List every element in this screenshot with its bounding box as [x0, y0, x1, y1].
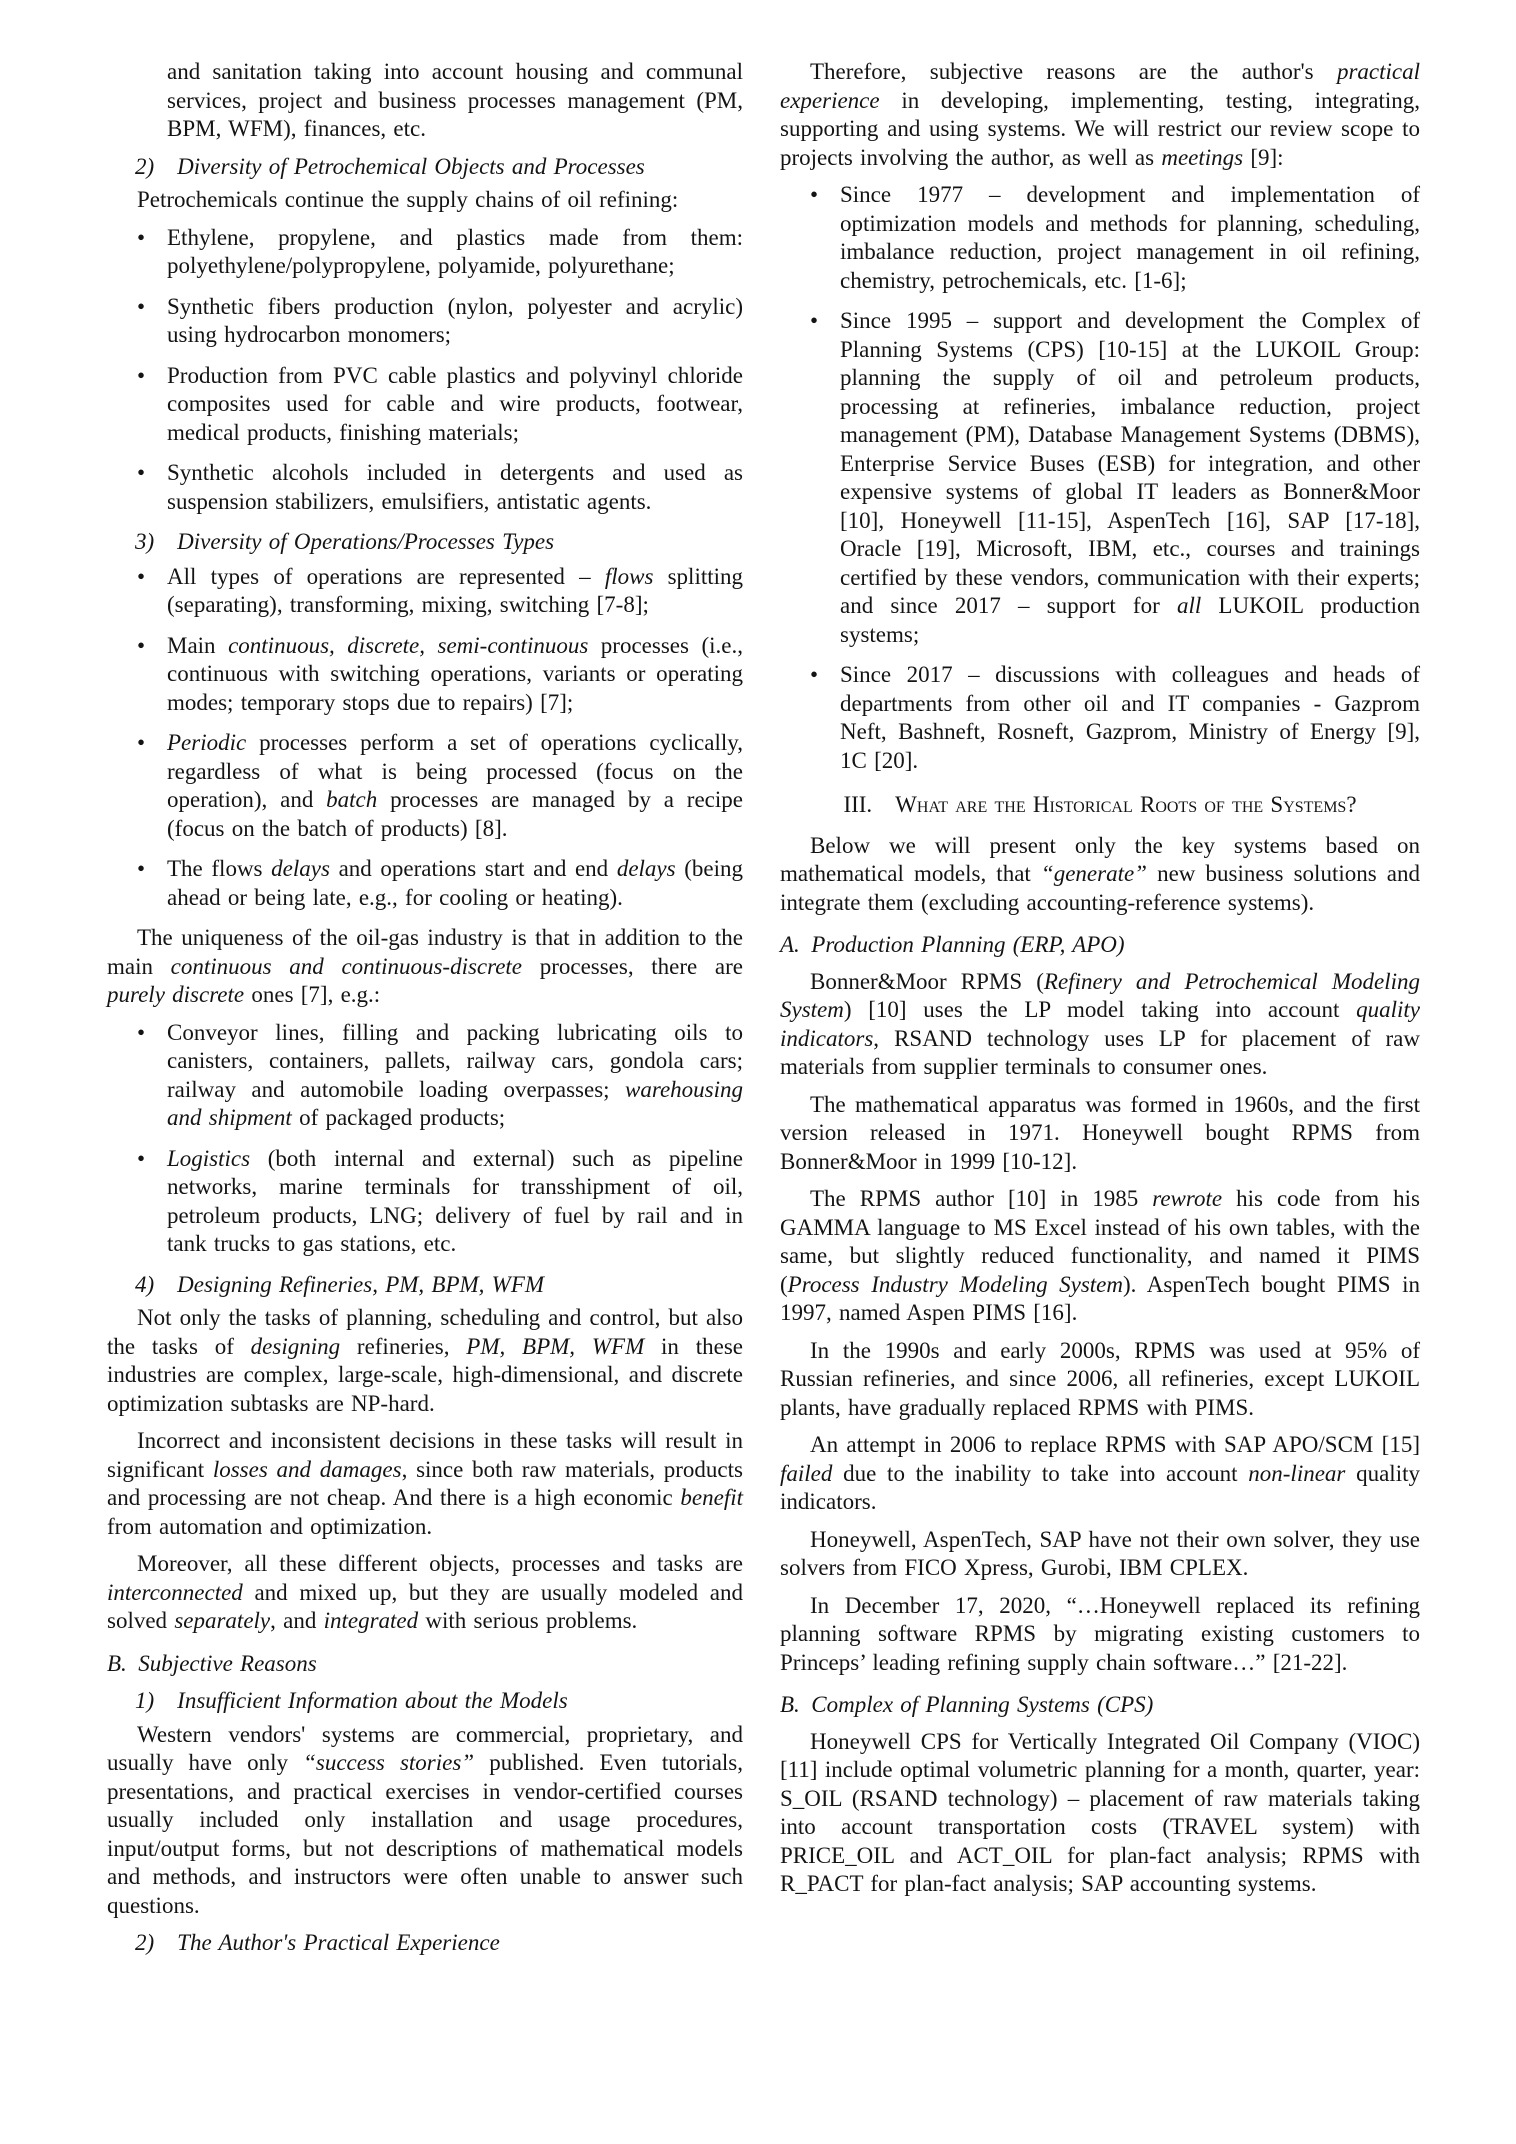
text-run: Main	[167, 632, 229, 658]
italic-text-run: separately	[174, 1608, 271, 1633]
lettered-subheading	[780, 1691, 1420, 1720]
text-run: Production from PVC cable plastics and polyvinyl chloride composites used for cable and wire products, footwear, medical products, finishing materials;	[167, 362, 743, 445]
list-item	[107, 1019, 743, 1133]
list-item-text	[167, 460, 743, 514]
text-run: , and	[270, 1608, 324, 1633]
text-run: Not only the tasks of planning, scheduling and control, but also the tasks of	[107, 1305, 743, 1359]
list-item	[107, 729, 743, 843]
list-item-text	[167, 730, 743, 841]
list-item	[780, 661, 1420, 775]
list-item	[107, 563, 743, 620]
list-item-text	[167, 633, 743, 715]
text-run: (both internal and external) such as pipeline networks, marine terminals for transshipment of oil, petroleum products, LNG; delivery of fuel by rail and in tank trucks to gas stations, etc.	[167, 1145, 743, 1256]
bullet-icon: •	[810, 182, 819, 207]
text-run: from automation and optimization.	[107, 1513, 433, 1539]
paragraph	[107, 1550, 743, 1636]
paragraph	[780, 1431, 1420, 1517]
paragraph	[780, 58, 1420, 172]
text-run: due to the inability to take into account	[832, 1460, 1249, 1486]
paragraph	[107, 1304, 743, 1418]
text-run: , since both raw materials, products and processing are not cheap. And there is a high economic	[107, 1456, 743, 1510]
italic-text-run: Refinery and Petrochemical Modeling System	[780, 968, 1420, 1022]
text-run: Bonner&Moor RPMS (	[810, 968, 1044, 994]
text-run: Therefore, subjective reasons are the author's	[810, 59, 1337, 84]
italic-text-run: 2) The Author's Practical Experience	[135, 1930, 500, 1955]
italic-text-run: 1) Insufficient Information about the Models	[135, 1688, 568, 1713]
numbered-subheading	[107, 528, 743, 557]
bullet-icon: •	[137, 1145, 146, 1171]
text-run: with serious problems.	[418, 1608, 638, 1633]
text-run: his code from his GAMMA language to MS Excel instead of his own tables, with the same, but slightly reduced functionality, and named it PIMS (	[780, 1186, 1420, 1297]
text-run: An attempt in 2006 to replace RPMS with SAP APO/SCM [15]	[810, 1432, 1420, 1457]
text-run: and sanitation taking into account housing and communal services, project and business processes management (PM, BPM, WFM), finances, etc.	[167, 59, 743, 141]
text-run: Moreover, all these different objects, processes and tasks are	[137, 1551, 743, 1576]
text-run: Conveyor lines, filling and packing lubricating oils to canisters, containers, pallets, railway cars, gondola cars; railway and automobile loading overpasses;	[167, 1019, 743, 1102]
text-run: Petrochemicals continue the supply chains of oil refining:	[137, 187, 679, 212]
paragraph	[107, 1427, 743, 1541]
text-run: III. What are the Historical Roots of the Systems?	[843, 792, 1357, 817]
lettered-subheading	[107, 1650, 743, 1679]
list-item-text	[840, 308, 1420, 647]
list-item-text	[840, 182, 1420, 293]
italic-text-run: practical experience	[780, 59, 1420, 113]
italic-text-run: Periodic	[167, 730, 247, 755]
bullet-icon: •	[137, 1019, 146, 1045]
italic-text-run: warehousing and shipment	[167, 1076, 743, 1130]
list-item-text	[167, 856, 743, 910]
section-heading	[780, 791, 1420, 820]
italic-text-run: 3) Diversity of Operations/Processes Types	[135, 529, 555, 554]
list-item-text	[167, 225, 743, 279]
text-run: published. Even tutorials, presentations, and practical exercises in vendor-certified courses usually included only installation and usage procedures, input/output forms, but not descriptions of mathematical models and methods, and instructors were often unable to answer such questions.	[107, 1750, 743, 1918]
text-run: processes (i.e., continuous with switching operations, variants or operating modes; temporary stops due to repairs) [7];	[167, 632, 743, 715]
text-run: In the 1990s and early 2000s, RPMS was used at 95% of Russian refineries, and since 2006, all refineries, except LUKOIL plants, have gradually replaced RPMS with PIMS.	[780, 1337, 1420, 1420]
bullet-icon: •	[137, 730, 146, 755]
italic-text-run: Logistics	[167, 1145, 251, 1171]
text-run: Ethylene, propylene, and plastics made from them: polyethylene/polypropylene, polyamide, polyurethane;	[167, 224, 743, 278]
bullet-icon: •	[137, 460, 146, 485]
italic-text-run: 2) Diversity of Petrochemical Objects and Processes	[135, 153, 645, 179]
text-run: processes are managed by a recipe (focus on the batch of products) [8].	[167, 787, 743, 841]
paragraph	[780, 1185, 1420, 1328]
paragraph	[107, 186, 743, 215]
text-run: processes, there are	[522, 953, 743, 979]
list-item-text	[167, 294, 743, 348]
italic-text-run: losses and damages	[212, 1456, 402, 1482]
text-run: The flows	[167, 856, 272, 881]
italic-text-run: quality indicators	[780, 997, 1420, 1051]
text-run: splitting (separating), transforming, mixing, switching [7-8];	[167, 563, 743, 617]
italic-text-run: benefit	[680, 1485, 743, 1510]
bullet-icon: •	[810, 662, 819, 687]
text-run: The RPMS author [10] in 1985	[810, 1186, 1153, 1211]
italic-text-run: “success stories”	[303, 1750, 475, 1775]
list-item	[107, 362, 743, 448]
text-run: ). AspenTech bought PIMS in 1997, named Aspen PIMS [16].	[780, 1271, 1420, 1325]
two-column-layout	[107, 58, 1516, 1963]
text-run: LUKOIL production systems;	[840, 593, 1420, 647]
list-item	[107, 224, 743, 281]
numbered-subheading	[107, 153, 743, 182]
list-item-text	[167, 1020, 743, 1131]
text-run: The mathematical apparatus was formed in 1960s, and the first version released in 1971. Honeywell bought RPMS from Bonner&Moor in 1999 [10-12].	[780, 1091, 1420, 1174]
bullet-icon: •	[137, 362, 146, 388]
list-item-text	[840, 662, 1420, 773]
italic-text-run: integrated	[323, 1608, 419, 1633]
list-item	[107, 855, 743, 912]
paragraph	[780, 1592, 1420, 1678]
paragraph	[780, 1337, 1420, 1423]
text-run: quality indicators.	[780, 1460, 1420, 1514]
bullet-icon: •	[810, 308, 819, 333]
paragraph	[780, 1091, 1420, 1177]
text-run: in these industries are complex, large-scale, high-dimensional, and discrete optimization subtasks are NP-hard.	[107, 1333, 743, 1416]
bullet-icon: •	[137, 293, 146, 319]
numbered-subheading	[107, 1929, 743, 1958]
list-item	[107, 459, 743, 516]
text-run: ones [7], e.g.:	[244, 982, 381, 1007]
right-column	[780, 58, 1420, 1963]
text-run: [9]:	[1243, 144, 1284, 170]
italic-text-run: PM, BPM, WFM	[466, 1333, 645, 1359]
list-item	[107, 293, 743, 350]
text-run: processes perform a set of operations cyclically, regardless of what is being processed (focus on the operation), and	[167, 730, 743, 812]
paragraph	[780, 832, 1420, 918]
list-item-text	[167, 564, 743, 618]
bullet-icon: •	[137, 856, 146, 881]
bullet-icon: •	[137, 224, 146, 250]
italic-text-run: delays	[271, 856, 330, 881]
list-item-text	[167, 1146, 743, 1257]
list-item-continuation	[107, 58, 743, 144]
italic-text-run: failed	[780, 1460, 833, 1486]
text-run: Western vendors' systems are commercial, proprietary, and usually have only	[107, 1721, 743, 1775]
italic-text-run: continuous, discrete, semi-continuous	[228, 632, 589, 658]
text-run: new business solutions and integrate them (excluding accounting-reference systems).	[780, 861, 1420, 915]
italic-text-run: rewrote	[1152, 1186, 1223, 1211]
list-item-text	[167, 363, 743, 445]
italic-text-run: non-linear	[1248, 1460, 1346, 1486]
list-item	[107, 1145, 743, 1259]
text-run: Since 1995 – support and development the Complex of Planning Systems (CPS) [10-15] at the LUKOIL Group: planning the supply of oil and petroleum products, processing at refineries, imbalance reduction, project management (PM), Database Management Systems (DBMS), Enterprise Service Buses (ESB) for integration, and other expensive systems of global IT leaders as Bonner&Moor [10], Honeywell [11-15], AspenTech [16], SAP [17-18], Oracle [19], Microsoft, IBM, etc., courses and trainings certified by these vendors, communication with their experts; and since 2017 – support for	[840, 308, 1420, 618]
italic-text-run: all	[1176, 593, 1202, 618]
italic-text-run: Process Industry Modeling System	[787, 1271, 1123, 1297]
italic-text-run: continuous and continuous-discrete	[170, 953, 523, 979]
text-run: (being ahead or being late, e.g., for cooling or heating).	[167, 856, 743, 910]
text-run: Below we will present only the key systems based on mathematical models, that	[780, 832, 1420, 886]
italic-text-run: B. Complex of Planning Systems (CPS)	[780, 1692, 1154, 1717]
text-run: Since 2017 – discussions with colleagues and heads of departments from other oil and IT companies - Gazprom Neft, Bashneft, Rosneft, Gazprom, Ministry of Energy [9], 1C [20].	[840, 662, 1420, 773]
text-run: of packaged products;	[291, 1105, 506, 1130]
text-run: and mixed up, but they are usually modeled and solved	[107, 1579, 743, 1633]
bullet-icon: •	[137, 632, 146, 658]
lettered-subheading	[780, 931, 1420, 960]
text-run: in developing, implementing, testing, integrating, supporting and using systems. We will restrict our review scope to projects involving the author, as well as	[780, 87, 1420, 170]
paragraph	[780, 1526, 1420, 1583]
numbered-subheading	[107, 1687, 743, 1716]
text-run: The uniqueness of the oil-gas industry is that in addition to the main	[107, 925, 743, 979]
left-column	[107, 58, 743, 1963]
list-item	[780, 307, 1420, 649]
text-run: Honeywell, AspenTech, SAP have not their own solver, they use solvers from FICO Xpress, Gurobi, IBM CPLEX.	[780, 1526, 1420, 1580]
italic-text-run: flows	[604, 563, 654, 589]
text-run: Synthetic alcohols included in detergents and used as suspension stabilizers, emulsifiers, antistatic agents.	[167, 460, 743, 514]
text-run: Synthetic fibers production (nylon, polyester and acrylic) using hydrocarbon monomers;	[167, 293, 743, 347]
italic-text-run: purely discrete	[107, 982, 245, 1007]
text-run: refineries,	[340, 1333, 467, 1359]
italic-text-run: delays	[616, 856, 676, 881]
text-run: All types of operations are represented –	[167, 563, 605, 589]
italic-text-run: 4) Designing Refineries, PM, BPM, WFM	[135, 1271, 545, 1297]
numbered-subheading	[107, 1271, 743, 1300]
italic-text-run: A. Production Planning (ERP, APO)	[780, 932, 1125, 957]
text-run: Honeywell CPS for Vertically Integrated Oil Company (VIOC) [11] include optimal volumetric planning for a month, quarter, year: S_OIL (RSAND technology) – placement of raw materials taking into account transportation costs (TRAVEL system) with PRICE_OIL and ACT_OIL for plan-fact analysis; RPMS with R_PACT for plan-fact analysis; SAP accounting systems.	[780, 1728, 1420, 1896]
italic-text-run: designing	[250, 1333, 341, 1359]
paragraph	[107, 924, 743, 1010]
paragraph	[780, 968, 1420, 1082]
italic-text-run: B. Subjective Reasons	[107, 1650, 317, 1676]
bullet-icon: •	[137, 563, 146, 589]
text-run: and operations start and end	[329, 856, 617, 881]
list-item	[107, 632, 743, 718]
paragraph	[107, 1721, 743, 1921]
italic-text-run: “generate”	[1040, 861, 1147, 886]
list-item	[780, 181, 1420, 295]
italic-text-run: meetings	[1161, 144, 1244, 170]
text-run: Incorrect and inconsistent decisions in these tasks will result in significant	[107, 1428, 743, 1482]
paragraph	[780, 1728, 1420, 1899]
text-run: Since 1977 – development and implementation of optimization models and methods for planning, scheduling, imbalance reduction, project management in oil refining, chemistry, petrochemicals, etc. [1-6];	[840, 182, 1420, 293]
italic-text-run: interconnected	[107, 1579, 243, 1605]
italic-text-run: batch	[326, 787, 378, 812]
text-run: , RSAND technology uses LP for placement of raw materials from supplier terminals to consumer ones.	[780, 1025, 1420, 1079]
text-run: In December 17, 2020, “…Honeywell replaced its refining planning software RPMS by migrating existing customers to Princeps’ leading refining supply chain software…” [21-22].	[780, 1592, 1420, 1675]
text-run: ) [10] uses the LP model taking into account	[843, 997, 1357, 1022]
